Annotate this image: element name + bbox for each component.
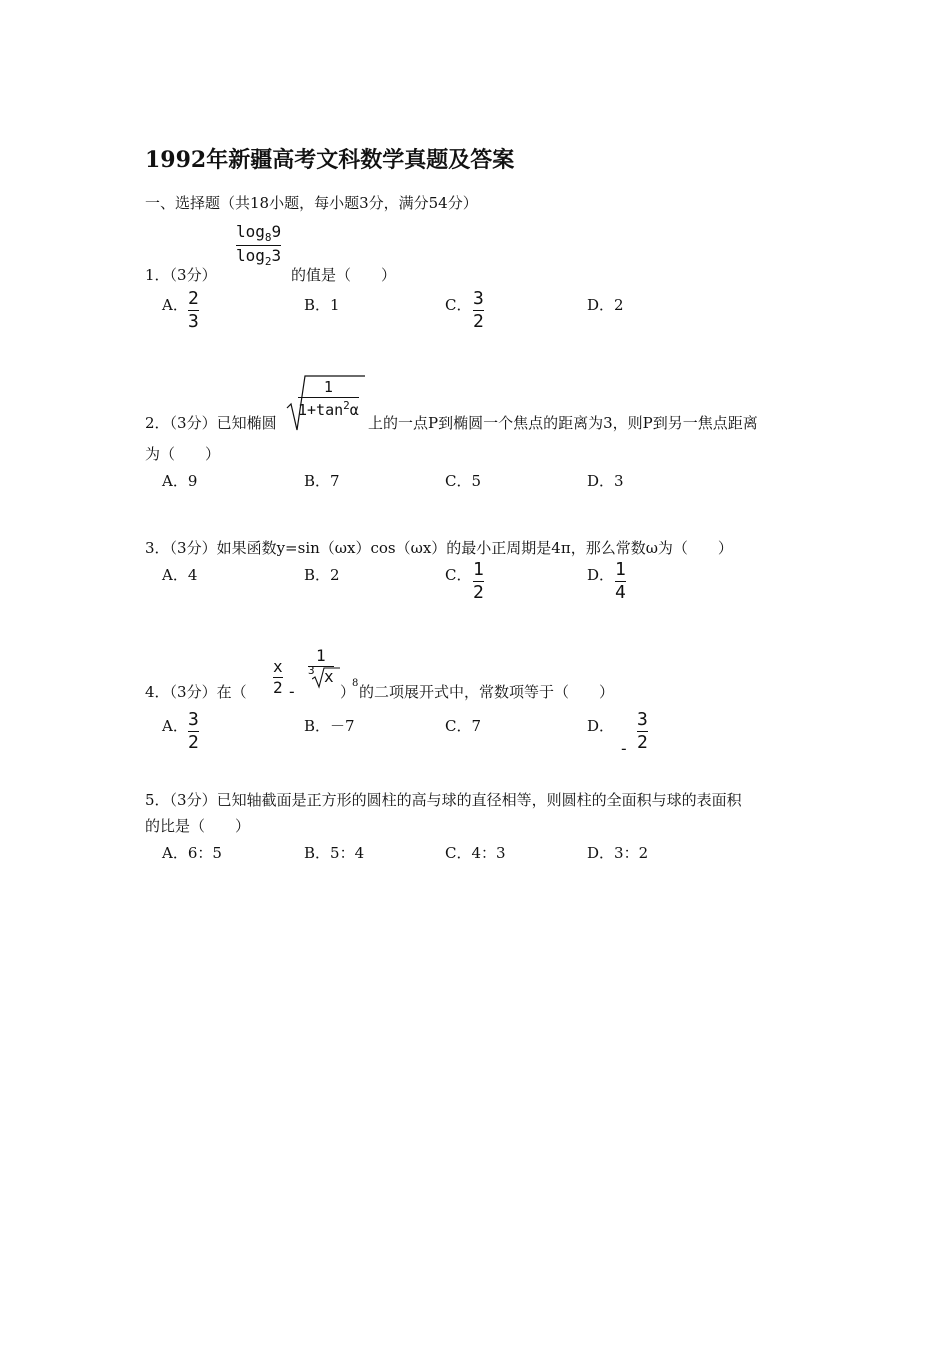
q1-option-c-fraction — [473, 290, 484, 331]
q4-option-c: C．7 — [445, 717, 482, 735]
q1-a-den: 3 — [188, 311, 199, 332]
q3-option-b: B．2 — [304, 566, 340, 584]
q4-x-fraction — [273, 659, 283, 696]
q1-num-arg: 9 — [271, 222, 282, 241]
q4-d-num: 3 — [637, 709, 648, 730]
q4-a-num: 3 — [188, 709, 199, 730]
q1-c-num: 3 — [473, 288, 484, 309]
q4-a-den: 2 — [188, 732, 199, 753]
q4-radical-sign — [312, 667, 340, 689]
q4-d-den: 2 — [637, 732, 648, 753]
q4-close: ） — [340, 683, 356, 701]
q1-prefix: 1．（3分） — [145, 266, 217, 284]
q4-option-d-label: D． — [587, 717, 615, 735]
q4-exponent: 8 — [352, 678, 359, 689]
q2-frac-den-exp: 2 — [343, 399, 350, 412]
q4-x-den: 2 — [273, 678, 283, 697]
q1-num-base: 8 — [264, 231, 272, 245]
q1-suffix: 的值是（ ） — [291, 266, 397, 284]
q1-option-d: D．2 — [587, 296, 624, 314]
q1-fraction — [236, 224, 281, 267]
page-title: 1992年新疆高考文科数学真题及答案 — [145, 147, 515, 173]
q4-minus: - — [287, 682, 297, 701]
q1-option-a-fraction — [188, 290, 199, 331]
section-heading: 一、选择题（共18小题，每小题3分，满分54分） — [145, 194, 478, 212]
q5-option-a: A．6：5 — [162, 844, 222, 862]
q1-a-num: 2 — [188, 288, 199, 309]
q3-d-den: 4 — [615, 582, 626, 603]
q2-option-a: A．9 — [162, 472, 198, 490]
q1-option-a-label: A． — [162, 296, 188, 314]
q2-frac-den-b: α — [349, 401, 359, 419]
q5-option-c: C．4：3 — [445, 844, 506, 862]
q1-den-arg: 3 — [271, 246, 282, 266]
q2-prefix: 2．（3分）已知椭圆 — [145, 414, 277, 432]
q4-option-d-sign: - — [619, 739, 629, 758]
q5-option-b: B．5：4 — [304, 844, 365, 862]
q3-option-c-label: C． — [445, 566, 472, 584]
q1-den-base: 2 — [264, 255, 272, 269]
q3-text: 3．（3分）如果函数y=sin（ωx）cos（ωx）的最小正周期是4π，那么常数ω为（ ） — [145, 539, 733, 557]
q4-suffix: 的二项展开式中，常数项等于（ ） — [359, 683, 615, 701]
q3-c-num: 1 — [473, 559, 484, 580]
q1-c-den: 2 — [473, 311, 484, 332]
q4-root-fraction — [308, 648, 334, 685]
q1-num-log: log — [236, 222, 265, 241]
q3-option-a: A．4 — [162, 566, 198, 584]
q2-frac-den-a: 1+tan — [298, 401, 344, 419]
q2-option-d: D．3 — [587, 472, 624, 490]
q4-x-num: x — [273, 657, 283, 676]
q3-d-num: 1 — [615, 559, 626, 580]
q4-root-index: 3 — [308, 664, 315, 677]
q2-line2: 为（ ） — [145, 445, 221, 463]
q2-suffix: 上的一点P到椭圆一个焦点的距离为3，则P到另一焦点距离 — [368, 414, 758, 432]
q2-fraction — [298, 380, 359, 418]
q2-option-b: B．7 — [304, 472, 340, 490]
q4-root-num: 1 — [316, 646, 326, 665]
q4-prefix: 4．（3分）在（ — [145, 683, 247, 701]
q4-option-d-fraction — [637, 711, 648, 752]
q4-option-b: B．－7 — [304, 717, 355, 735]
q4-root-radicand: x — [324, 667, 334, 686]
q1-option-c-label: C． — [445, 296, 472, 314]
q4-option-a-label: A． — [162, 717, 188, 735]
q5-option-d: D．3：2 — [587, 844, 649, 862]
q2-option-c: C．5 — [445, 472, 482, 490]
q3-c-den: 2 — [473, 582, 484, 603]
q5-line2: 的比是（ ） — [145, 817, 251, 835]
q4-option-a-fraction — [188, 711, 199, 752]
q1-den-log: log — [236, 246, 265, 266]
q2-frac-num: 1 — [323, 378, 333, 396]
q5-line1: 5．（3分）已知轴截面是正方形的圆柱的高与球的直径相等，则圆柱的全面积与球的表面积 — [145, 791, 742, 809]
q3-option-d-fraction — [615, 561, 626, 602]
q3-option-d-label: D． — [587, 566, 615, 584]
q1-option-b: B．1 — [304, 296, 340, 314]
q3-option-c-fraction — [473, 561, 484, 602]
